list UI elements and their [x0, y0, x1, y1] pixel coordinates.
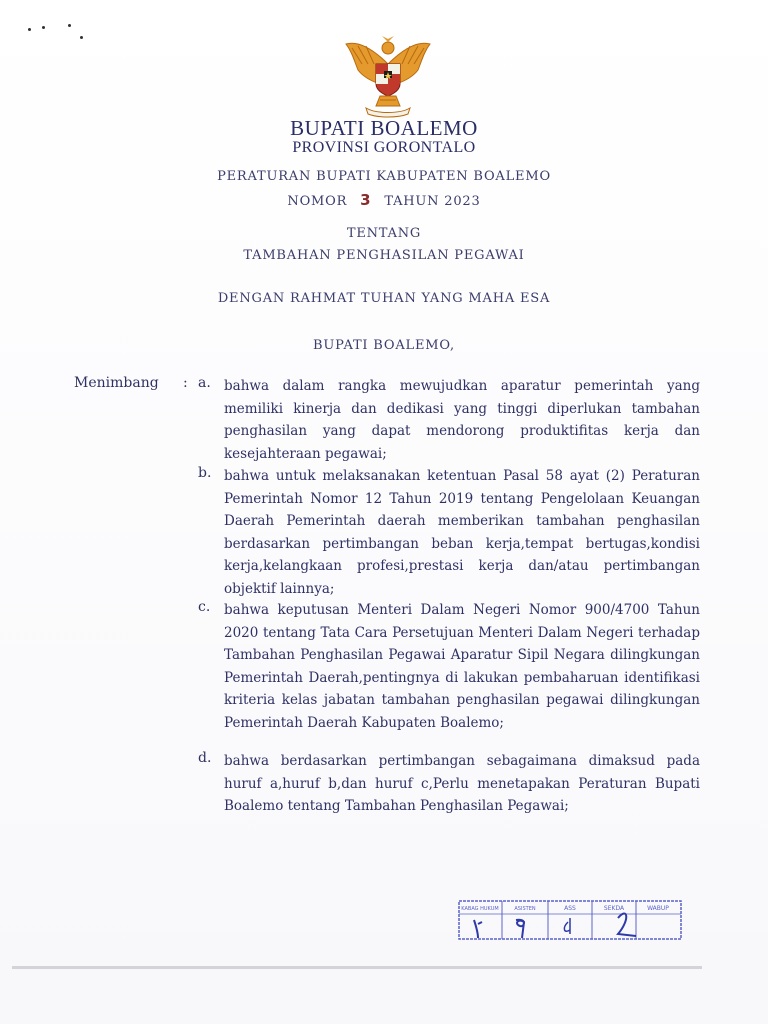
tahun-label: TAHUN 2023	[384, 194, 481, 209]
garuda-emblem-icon	[340, 34, 436, 118]
stamp-col-2: ASISTEN	[514, 906, 536, 912]
initial-mark-4	[618, 913, 636, 936]
item-text-a: bahwa dalam rangka mewujudkan aparatur pemerintah yang memiliki kinerja dan dedikasi yang tinggi diperlukan tambahan penghasilan yang dapat mendorong produktifitas kerja dan kesejahteraan pegawai;	[224, 378, 700, 462]
item-text-c: bahwa keputusan Menteri Dalam Negeri Nomor 900/4700 Tahun 2020 tentang Tata Cara Persetujuan Menteri Dalam Negeri terhadap Tambahan Penghasilan Pegawai Aparatur Sipil Negara dilingkungan Pemerintah Daerah,pentingnya di lakukan pembaharuan identifikasi kriteria kelas jabatan tambahan penghasilan pegawai dilingkungan Pemerintah Daerah Kabupaten Boalemo;	[224, 602, 700, 731]
item-text-d: bahwa berdasarkan pertimbangan sebagaimana dimaksud pada huruf a,huruf b,dan huruf c,Perlu menetapakan Peraturan Bupati Boalemo tentang Tambahan Penghasilan Pegawai;	[224, 753, 700, 814]
stamp-col-5: WABUP	[647, 905, 669, 912]
item-letter-c: c.	[198, 599, 211, 615]
scan-bottom-edge	[12, 966, 702, 969]
regulation-title: PERATURAN BUPATI KABUPATEN BOALEMO	[217, 169, 551, 184]
item-letter-a: a.	[198, 375, 211, 391]
initial-mark-1	[474, 920, 482, 938]
tentang-heading: TENTANG	[346, 226, 422, 241]
menimbang-label: Menimbang	[74, 375, 159, 391]
stamp-col-3: ASS	[564, 905, 576, 912]
item-letter-b: b.	[198, 465, 212, 481]
regulation-subject: TAMBAHAN PENGHASILAN PEGAWAI	[243, 248, 525, 263]
item-letter-d: d.	[198, 750, 212, 766]
bupati-line: BUPATI BOALEMO,	[313, 338, 455, 353]
initials-stamp	[458, 900, 682, 940]
initial-mark-2	[516, 920, 524, 938]
nomor-label: NOMOR	[287, 194, 348, 209]
menimbang-colon: :	[183, 375, 188, 391]
province-title: PROVINSI GORONTALO	[292, 139, 476, 156]
stamp-col-4: SEKDA	[603, 905, 625, 912]
nomor-value: 3	[360, 191, 372, 209]
item-text-b: bahwa untuk melaksanakan ketentuan Pasal 58 ayat (2) Peraturan Pemerintah Nomor 12 Tahun 2019 tentang Pengelolaan Keuangan Daerah Pemerintah daerah memberikan tambahan penghasilan berdasarkan pertimbangan beban kerja,tempat bertugas,kondisi kerja,kelangkaan profesi,prestasi kerja dan/atau pertimbangan objektif lainnya;	[224, 468, 700, 597]
regulation-number	[0, 191, 768, 209]
initial-mark-3	[564, 918, 570, 934]
issuer-title: BUPATI BOALEMO	[290, 116, 478, 140]
rahmat-line: DENGAN RAHMAT TUHAN YANG MAHA ESA	[217, 291, 551, 306]
stamp-col-1: KABAG HUKUM	[461, 906, 499, 912]
